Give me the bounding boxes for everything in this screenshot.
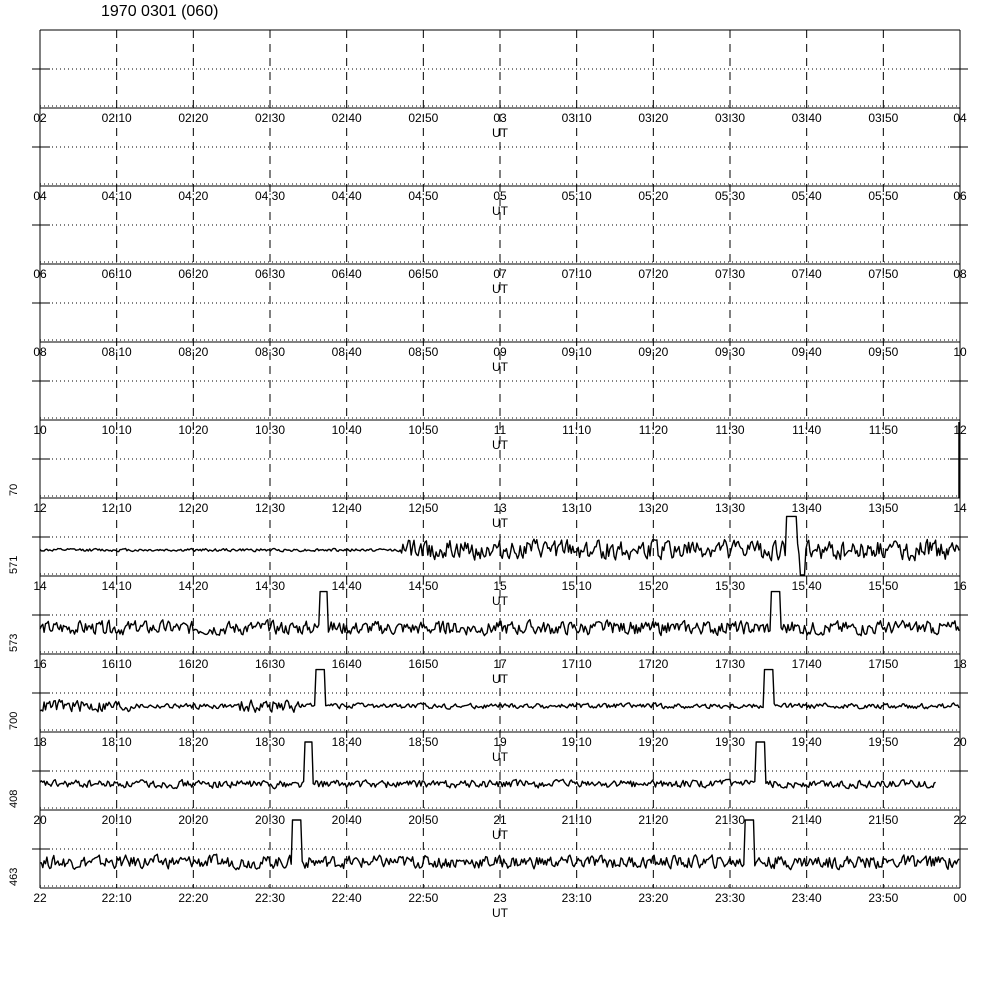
tick-label: 21:40 [791,813,822,827]
tick-label: 06:20 [178,267,209,281]
tick-label: 13:30 [714,501,746,515]
tick-label: 15 [493,579,507,593]
axis-label-ut: UT [492,516,508,530]
tick-label: 08 [953,267,967,281]
tick-label: 03 [493,111,507,125]
row-side-label: 70 [8,483,20,496]
tick-label: 08:30 [254,345,286,359]
tick-label: 07:40 [791,267,822,281]
tick-label: 11:50 [868,423,898,437]
tick-label: 21:20 [638,813,669,827]
tick-label: 02:40 [331,111,362,125]
tick-label: 19:50 [868,735,899,749]
tick-label: 08:20 [178,345,209,359]
tick-label: 18 [953,657,967,671]
tick-label: 22 [33,891,47,905]
row-side-label: 573 [8,633,20,652]
tick-label: 15:40 [791,579,822,593]
tick-label: 06:40 [331,267,362,281]
tick-label: 02:30 [254,111,286,125]
tick-label: 20:50 [408,813,439,827]
tick-label: 11:10 [562,423,592,437]
tick-label: 21:30 [714,813,746,827]
tick-label: 12 [953,423,967,437]
tick-label: 02:50 [408,111,439,125]
tick-label: 14:50 [408,579,439,593]
tick-label: 19:10 [561,735,592,749]
tick-label: 22 [953,813,967,827]
tick-label: 08 [33,345,47,359]
tick-label: 10 [33,423,47,437]
tick-label: 12:20 [178,501,209,515]
tick-label: 04:20 [178,189,209,203]
axis-label-ut: UT [492,906,508,920]
tick-label: 10:40 [331,423,362,437]
tick-label: 11 [493,423,507,437]
tick-label: 03:10 [561,111,592,125]
tick-label: 13:40 [791,501,822,515]
tick-label: 10:50 [408,423,439,437]
tick-label: 12 [33,501,47,515]
tick-label: 13:10 [561,501,592,515]
tick-label: 12:10 [101,501,132,515]
tick-label: 09:50 [868,345,899,359]
tick-label: 17 [493,657,507,671]
axis-label-ut: UT [492,672,508,686]
tick-label: 12:50 [408,501,439,515]
tick-label: 14:40 [331,579,362,593]
tick-label: 20:20 [178,813,209,827]
tick-label: 08:10 [101,345,132,359]
chart-title: 1970 0301 (060) [101,3,219,20]
tick-label: 20:40 [331,813,362,827]
tick-label: 10:30 [254,423,286,437]
tick-label: 15:20 [638,579,669,593]
tick-label: 07:30 [714,267,746,281]
tick-label: 04 [953,111,967,125]
tick-label: 17:30 [714,657,746,671]
tick-label: 13:20 [638,501,669,515]
tick-label: 23:50 [868,891,899,905]
tick-label: 16 [953,579,967,593]
tick-label: 07:20 [638,267,669,281]
tick-label: 19:40 [791,735,822,749]
tick-label: 12:40 [331,501,362,515]
tick-label: 02:10 [101,111,132,125]
tick-label: 23:10 [561,891,592,905]
tick-label: 04:10 [101,189,132,203]
tick-label: 05:30 [714,189,746,203]
tick-label: 16:40 [331,657,362,671]
tick-label: 10:20 [178,423,209,437]
tick-label: 22:10 [101,891,132,905]
tick-label: 04:40 [331,189,362,203]
tick-label: 18 [33,735,47,749]
tick-label: 23 [493,891,507,905]
tick-label: 12:30 [254,501,286,515]
tick-label: 06 [953,189,967,203]
tick-label: 22:50 [408,891,439,905]
tick-label: 18:20 [178,735,209,749]
tick-label: 11:30 [715,423,745,437]
tick-label: 16:10 [101,657,132,671]
tick-label: 22:30 [254,891,286,905]
tick-label: 08:50 [408,345,439,359]
tick-label: 14 [33,579,47,593]
tick-label: 16:30 [254,657,286,671]
tick-label: 18:50 [408,735,439,749]
tick-label: 05 [493,189,507,203]
tick-label: 23:20 [638,891,669,905]
tick-label: 14 [953,501,967,515]
tick-label: 18:30 [254,735,286,749]
tick-label: 15:10 [561,579,592,593]
tick-label: 19 [493,735,507,749]
tick-label: 06:10 [101,267,132,281]
tick-label: 09:30 [714,345,746,359]
tick-label: 15:30 [714,579,746,593]
axis-label-ut: UT [492,360,508,374]
tick-label: 10 [953,345,967,359]
tick-label: 21:50 [868,813,899,827]
axis-label-ut: UT [492,282,508,296]
tick-label: 17:10 [561,657,592,671]
tick-label: 06:30 [254,267,286,281]
tick-label: 04 [33,189,47,203]
tick-label: 16:20 [178,657,209,671]
row-side-label: 408 [8,789,20,808]
row-side-label: 571 [8,555,20,574]
tick-label: 03:20 [638,111,669,125]
tick-label: 07:10 [561,267,592,281]
tick-label: 21:10 [561,813,592,827]
tick-label: 11:40 [792,423,822,437]
axis-label-ut: UT [492,204,508,218]
axis-label-ut: UT [492,828,508,842]
tick-label: 05:20 [638,189,669,203]
tick-label: 05:10 [561,189,592,203]
tick-label: 23:30 [714,891,746,905]
axis-label-ut: UT [492,438,508,452]
tick-label: 07:50 [868,267,899,281]
tick-label: 13 [493,501,507,515]
tick-label: 07 [493,267,507,281]
tick-label: 18:40 [331,735,362,749]
tick-label: 18:10 [101,735,132,749]
tick-label: 05:50 [868,189,899,203]
row-side-label: 463 [8,867,20,886]
data-series-line [40,742,936,789]
tick-label: 09:20 [638,345,669,359]
tick-label: 00 [953,891,967,905]
tick-label: 10:10 [101,423,132,437]
tick-label: 11:20 [638,423,668,437]
tick-label: 19:20 [638,735,669,749]
tick-label: 19:30 [714,735,746,749]
tick-label: 20:10 [101,813,132,827]
tick-label: 02:20 [178,111,209,125]
row-side-label: 700 [8,711,20,730]
tick-label: 09:10 [561,345,592,359]
tick-label: 04:50 [408,189,439,203]
tick-label: 14:20 [178,579,209,593]
tick-label: 08:40 [331,345,362,359]
tick-label: 09 [493,345,507,359]
tick-label: 05:40 [791,189,822,203]
tick-label: 22:40 [331,891,362,905]
tick-label: 14:10 [101,579,132,593]
axis-label-ut: UT [492,594,508,608]
tick-label: 20 [953,735,967,749]
tick-label: 20:30 [254,813,286,827]
tick-label: 16 [33,657,47,671]
tick-label: 06 [33,267,47,281]
tick-label: 02 [33,111,47,125]
tick-label: 20 [33,813,47,827]
tick-label: 04:30 [254,189,286,203]
tick-label: 16:50 [408,657,439,671]
tick-label: 17:50 [868,657,899,671]
tick-label: 03:30 [714,111,746,125]
axis-label-ut: UT [492,750,508,764]
tick-label: 17:20 [638,657,669,671]
tick-label: 21 [493,813,507,827]
tick-label: 03:50 [868,111,899,125]
tick-label: 06:50 [408,267,439,281]
tick-label: 23:40 [791,891,822,905]
tick-label: 14:30 [254,579,286,593]
tick-label: 09:40 [791,345,822,359]
tick-label: 15:50 [868,579,899,593]
tick-label: 13:50 [868,501,899,515]
tick-label: 22:20 [178,891,209,905]
axis-label-ut: UT [492,126,508,140]
tick-label: 17:40 [791,657,822,671]
tick-label: 03:40 [791,111,822,125]
